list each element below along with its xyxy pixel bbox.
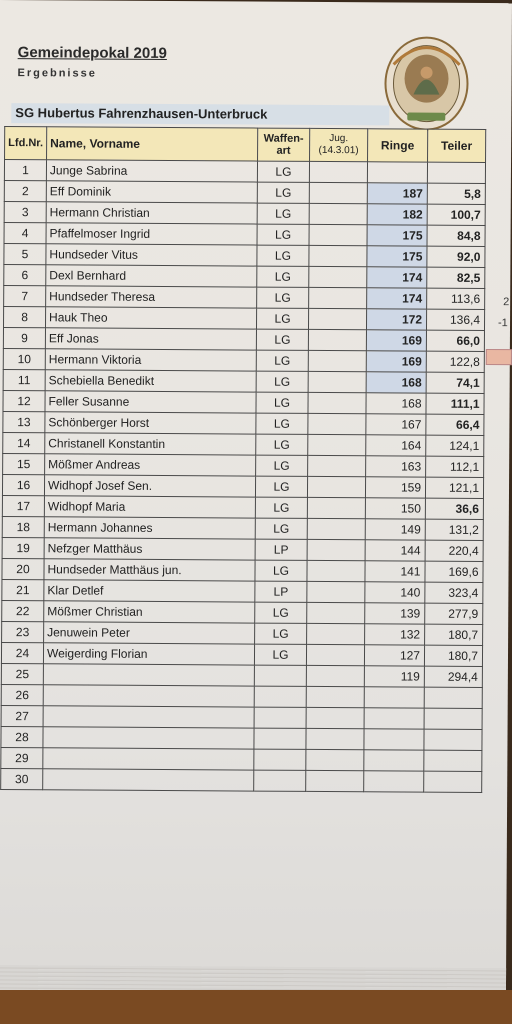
cell-jug	[308, 434, 366, 455]
cell-jug	[306, 707, 364, 728]
cell-name	[43, 685, 254, 707]
cell-teiler: 5,8	[427, 183, 485, 204]
cell-jug	[306, 770, 364, 791]
cell-nr: 20	[2, 559, 44, 580]
cell-nr: 28	[1, 727, 43, 748]
table-row	[3, 433, 484, 457]
cell-jug	[306, 644, 364, 665]
cell-teiler: 180,7	[425, 624, 483, 645]
cell-teiler: 169,6	[425, 561, 483, 582]
cell-waffe: LG	[256, 350, 308, 371]
cell-teiler	[424, 729, 482, 750]
sticky-note-tab	[486, 349, 512, 365]
header-teiler: Teiler	[428, 129, 486, 162]
cell-teiler: 131,2	[425, 519, 483, 540]
cell-teiler: 82,5	[427, 267, 485, 288]
cell-ringe: 175	[367, 225, 427, 246]
cell-name: Nefzger Matthäus	[44, 538, 255, 560]
cell-jug	[307, 518, 365, 539]
table-row	[3, 454, 484, 478]
table-row	[4, 223, 485, 247]
cell-nr: 8	[3, 307, 45, 328]
cell-ringe	[364, 708, 424, 729]
cell-ringe: 139	[365, 603, 425, 624]
cell-nr: 18	[2, 517, 44, 538]
table-row	[1, 664, 482, 688]
cell-name	[43, 727, 254, 749]
cell-name	[43, 664, 254, 686]
cell-ringe: 169	[366, 351, 426, 372]
cell-ringe: 187	[367, 183, 427, 204]
cell-name: Mößmer Andreas	[45, 454, 256, 476]
cell-teiler: 220,4	[425, 540, 483, 561]
table-row	[4, 160, 485, 184]
cell-jug	[306, 665, 364, 686]
cell-teiler: 36,6	[425, 498, 483, 519]
cell-nr: 12	[3, 391, 45, 412]
table-row	[3, 391, 484, 415]
club-emblem-icon	[383, 34, 470, 133]
cell-nr: 21	[2, 580, 44, 601]
table-row	[4, 265, 485, 289]
cell-waffe: LG	[255, 476, 307, 497]
cell-name: Mößmer Christian	[44, 601, 255, 623]
cell-waffe: LG	[256, 413, 308, 434]
cell-jug	[307, 581, 365, 602]
cell-waffe	[254, 686, 306, 707]
cell-ringe: 119	[364, 666, 424, 687]
cell-nr: 9	[3, 328, 45, 349]
cell-name: Junge Sabrina	[46, 160, 257, 182]
cell-waffe: LG	[255, 602, 307, 623]
cell-waffe: LP	[255, 539, 307, 560]
cell-name	[43, 706, 254, 728]
cell-waffe: LG	[257, 224, 309, 245]
cell-name: Weigerding Florian	[43, 643, 254, 665]
cell-ringe: 168	[366, 372, 426, 393]
header-ringe: Ringe	[368, 129, 428, 162]
cell-ringe: 132	[365, 624, 425, 645]
cell-name: Hundseder Matthäus jun.	[44, 559, 255, 581]
cell-nr: 7	[4, 286, 46, 307]
cell-name: Widhopf Maria	[44, 496, 255, 518]
cell-jug	[309, 224, 367, 245]
cell-teiler: 66,4	[426, 414, 484, 435]
cell-ringe	[364, 687, 424, 708]
cell-jug	[308, 350, 366, 371]
cell-jug	[307, 476, 365, 497]
cell-nr: 11	[3, 370, 45, 391]
cell-nr: 23	[2, 622, 44, 643]
cell-name: Hermann Johannes	[44, 517, 255, 539]
cell-nr: 29	[1, 748, 43, 769]
table-row	[1, 769, 482, 793]
table-row	[3, 349, 484, 373]
cell-nr: 6	[4, 265, 46, 286]
cell-name: Schebiella Benedikt	[45, 370, 256, 392]
cell-ringe: 164	[366, 435, 426, 456]
cell-teiler: 92,0	[427, 246, 485, 267]
cell-waffe: LG	[256, 434, 308, 455]
header-waffe: Waffen- art	[258, 128, 310, 161]
cell-nr: 19	[2, 538, 44, 559]
cell-name: Hermann Viktoria	[45, 349, 256, 371]
cell-teiler: 112,1	[426, 456, 484, 477]
cell-nr: 24	[1, 643, 43, 664]
cell-teiler: 180,7	[424, 645, 482, 666]
cell-waffe: LG	[256, 329, 308, 350]
cell-jug	[308, 329, 366, 350]
cell-jug	[307, 602, 365, 623]
cell-jug	[308, 371, 366, 392]
cell-nr: 22	[2, 601, 44, 622]
cell-teiler: 136,4	[426, 309, 484, 330]
cell-waffe	[254, 770, 306, 791]
cell-ringe: 174	[367, 288, 427, 309]
cell-ringe: 175	[367, 246, 427, 267]
cell-nr: 26	[1, 685, 43, 706]
cell-teiler: 84,8	[427, 225, 485, 246]
cell-jug	[307, 539, 365, 560]
cell-ringe: 169	[366, 330, 426, 351]
cell-jug	[309, 287, 367, 308]
cell-name: Hermann Christian	[46, 202, 257, 224]
cell-teiler	[424, 708, 482, 729]
cell-teiler: 100,7	[427, 204, 485, 225]
cell-ringe: 140	[365, 582, 425, 603]
cell-teiler: 122,8	[426, 351, 484, 372]
cell-nr: 2	[4, 181, 46, 202]
cell-ringe	[364, 771, 424, 792]
cell-jug	[308, 455, 366, 476]
cell-nr: 10	[3, 349, 45, 370]
cell-name	[43, 769, 254, 791]
cell-nr: 3	[4, 202, 46, 223]
cell-waffe: LG	[257, 161, 309, 182]
cell-nr: 13	[3, 412, 45, 433]
margin-mark: -1	[497, 317, 508, 330]
cell-jug	[308, 413, 366, 434]
cell-waffe: LG	[257, 182, 309, 203]
cell-name: Hundseder Vitus	[46, 244, 257, 266]
cell-name: Hundseder Theresa	[46, 286, 257, 308]
cell-ringe	[364, 750, 424, 771]
cell-waffe	[254, 665, 306, 686]
cell-nr: 1	[4, 160, 46, 181]
table-row	[4, 202, 485, 226]
cell-name: Dexl Bernhard	[46, 265, 257, 287]
cell-jug	[308, 308, 366, 329]
wooden-surface	[0, 990, 512, 1024]
cell-jug	[307, 623, 365, 644]
cell-nr: 27	[1, 706, 43, 727]
table-row	[1, 727, 482, 751]
cell-waffe: LG	[257, 245, 309, 266]
cell-name: Pfaffelmoser Ingrid	[46, 223, 257, 245]
cell-ringe: 163	[366, 456, 426, 477]
table-row	[3, 307, 484, 331]
cell-nr: 4	[4, 223, 46, 244]
cell-ringe: 127	[364, 645, 424, 666]
table-row	[4, 181, 485, 205]
cell-waffe	[254, 707, 306, 728]
table-row	[2, 622, 483, 646]
document-title: Gemeindepokal 2019	[17, 44, 167, 63]
cell-ringe: 150	[365, 498, 425, 519]
table-row	[2, 517, 483, 541]
table-row	[1, 685, 482, 709]
cell-jug	[306, 749, 364, 770]
club-name: SG Hubertus Fahrenzhausen-Unterbruck	[11, 103, 389, 125]
table-row	[1, 748, 482, 772]
cell-waffe: LG	[257, 203, 309, 224]
cell-name: Eff Jonas	[45, 328, 256, 350]
results-table	[0, 126, 486, 793]
cell-jug	[306, 686, 364, 707]
cell-name: Klar Detlef	[44, 580, 255, 602]
cell-teiler: 323,4	[425, 582, 483, 603]
cell-waffe: LG	[255, 560, 307, 581]
cell-teiler	[427, 162, 485, 183]
margin-mark: 2	[503, 296, 510, 309]
cell-ringe: 144	[365, 540, 425, 561]
cell-teiler: 277,9	[425, 603, 483, 624]
table-header-row	[5, 127, 486, 163]
cell-waffe: LG	[256, 455, 308, 476]
cell-jug	[306, 728, 364, 749]
cell-waffe: LG	[255, 623, 307, 644]
cell-ringe: 174	[367, 267, 427, 288]
document-subtitle: Ergebnisse	[17, 67, 97, 80]
table-row	[3, 328, 484, 352]
table-row	[1, 643, 482, 667]
cell-jug	[309, 182, 367, 203]
cell-teiler: 121,1	[425, 477, 483, 498]
cell-nr: 5	[4, 244, 46, 265]
cell-waffe	[254, 749, 306, 770]
cell-name: Christanell Konstantin	[45, 433, 256, 455]
cell-jug	[308, 392, 366, 413]
cell-waffe: LG	[255, 497, 307, 518]
cell-nr: 14	[3, 433, 45, 454]
cell-ringe	[364, 729, 424, 750]
table-row	[2, 559, 483, 583]
cell-nr: 30	[1, 769, 43, 790]
cell-jug	[309, 245, 367, 266]
cell-ringe: 167	[366, 414, 426, 435]
cell-teiler: 66,0	[426, 330, 484, 351]
cell-teiler: 74,1	[426, 372, 484, 393]
table-row	[3, 412, 484, 436]
cell-teiler	[424, 687, 482, 708]
table-row	[2, 580, 483, 604]
cell-name: Eff Dominik	[46, 181, 257, 203]
cell-nr: 16	[2, 475, 44, 496]
cell-name	[43, 748, 254, 770]
cell-jug	[307, 560, 365, 581]
cell-ringe: 182	[367, 204, 427, 225]
cell-name: Jenuwein Peter	[44, 622, 255, 644]
cell-waffe: LG	[255, 518, 307, 539]
table-row	[2, 601, 483, 625]
cell-ringe: 168	[366, 393, 426, 414]
cell-waffe: LG	[257, 266, 309, 287]
header-name: Name, Vorname	[47, 127, 258, 161]
cell-teiler: 124,1	[426, 435, 484, 456]
cell-ringe: 149	[365, 519, 425, 540]
cell-name: Widhopf Josef Sen.	[44, 475, 255, 497]
cell-teiler	[424, 750, 482, 771]
cell-nr: 17	[2, 496, 44, 517]
cell-jug	[307, 497, 365, 518]
cell-waffe	[254, 728, 306, 749]
cell-waffe: LG	[256, 371, 308, 392]
cell-name: Hauk Theo	[45, 307, 256, 329]
table-row	[2, 538, 483, 562]
table-body	[1, 160, 486, 793]
cell-teiler	[424, 771, 482, 792]
cell-jug	[309, 266, 367, 287]
cell-waffe: LG	[254, 644, 306, 665]
table-row	[4, 286, 485, 310]
cell-nr: 25	[1, 664, 43, 685]
cell-waffe: LG	[256, 308, 308, 329]
header-jug: Jug. (14.3.01)	[310, 128, 368, 161]
header-nr: Lfd.Nr.	[5, 127, 47, 160]
cell-name: Schönberger Horst	[45, 412, 256, 434]
cell-teiler: 111,1	[426, 393, 484, 414]
cell-ringe: 172	[366, 309, 426, 330]
cell-teiler: 294,4	[424, 666, 482, 687]
table-row	[4, 244, 485, 268]
cell-ringe	[367, 162, 427, 183]
table-row	[1, 706, 482, 730]
cell-teiler: 113,6	[427, 288, 485, 309]
cell-waffe: LP	[255, 581, 307, 602]
cell-ringe: 141	[365, 561, 425, 582]
cell-waffe: LG	[257, 287, 309, 308]
cell-nr: 15	[3, 454, 45, 475]
table-row	[2, 475, 483, 499]
cell-name: Feller Susanne	[45, 391, 256, 413]
table-row	[3, 370, 484, 394]
cell-waffe: LG	[256, 392, 308, 413]
cell-ringe: 159	[365, 477, 425, 498]
cell-jug	[309, 203, 367, 224]
table-row	[2, 496, 483, 520]
cell-jug	[309, 161, 367, 182]
